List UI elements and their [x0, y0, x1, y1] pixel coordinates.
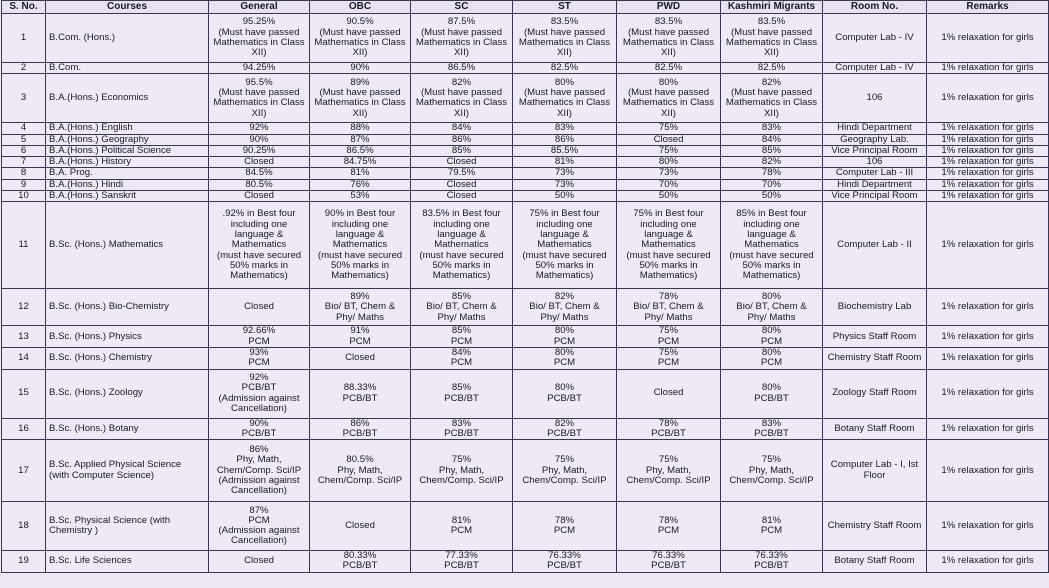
cutoff-st: 80% (Must have passed Mathematics in Class XII) — [513, 74, 617, 123]
cutoff-general: 95.25% (Must have passed Mathematics in Class XII) — [209, 14, 310, 63]
cutoff-pwd: 80% (Must have passed Mathematics in Class XII) — [617, 74, 721, 123]
cutoff-st: 75% Phy, Math, Chem/Comp. Sci/IP — [513, 440, 617, 502]
cutoff-sc: 85% PCM — [411, 326, 513, 348]
room-no: Computer Lab - II — [823, 202, 927, 289]
room-no: 106 — [823, 157, 927, 168]
table-row — [2, 551, 1049, 573]
serial-number: 3 — [2, 74, 46, 123]
cutoff-st: 73% — [513, 179, 617, 190]
cutoff-pwd: 75% in Best four including one language & Mathematics (must have secured 50% marks in Mathematics) — [617, 202, 721, 289]
course-name: B.A.(Hons.) Geography — [46, 134, 209, 145]
course-name: B.Sc. (Hons.) Mathematics — [46, 202, 209, 289]
cutoff-st: 82% PCB/BT — [513, 418, 617, 440]
table-row — [2, 326, 1049, 348]
cutoff-obc: 80.33% PCB/BT — [310, 551, 411, 573]
remarks: 1% relaxation for girls — [927, 14, 1049, 63]
cutoff-sc: 81% PCM — [411, 502, 513, 551]
table-row — [2, 369, 1049, 418]
cutoff-pwd: 75% PCM — [617, 326, 721, 348]
cutoff-obc: 81% — [310, 168, 411, 179]
remarks: 1% relaxation for girls — [927, 134, 1049, 145]
cutoff-sc: 84% PCM — [411, 347, 513, 369]
course-name: B.Sc. Physical Science (with Chemistry ) — [46, 502, 209, 551]
cutoff-general: Closed — [209, 551, 310, 573]
cutoff-general: 92% — [209, 123, 310, 134]
course-name: B.Sc. (Hons.) Zoology — [46, 369, 209, 418]
remarks: 1% relaxation for girls — [927, 418, 1049, 440]
course-name: B.A.(Hons.) Sanskrit — [46, 191, 209, 202]
room-no: Chemistry Staff Room — [823, 502, 927, 551]
serial-number: 12 — [2, 289, 46, 326]
cutoff-st: 73% — [513, 168, 617, 179]
cutoff-general: 90% — [209, 134, 310, 145]
remarks: 1% relaxation for girls — [927, 179, 1049, 190]
room-no: Botany Staff Room — [823, 418, 927, 440]
room-no: Hindi Department — [823, 123, 927, 134]
header-obc: OBC — [310, 1, 411, 14]
table-row — [2, 202, 1049, 289]
serial-number: 13 — [2, 326, 46, 348]
remarks: 1% relaxation for girls — [927, 74, 1049, 123]
remarks: 1% relaxation for girls — [927, 440, 1049, 502]
header-pwd: PWD — [617, 1, 721, 14]
room-no: Biochemistry Lab — [823, 289, 927, 326]
course-name: B.Sc. (Hons.) Bio-Chemistry — [46, 289, 209, 326]
remarks: 1% relaxation for girls — [927, 326, 1049, 348]
cutoff-obc: 80.5% Phy, Math, Chem/Comp. Sci/IP — [310, 440, 411, 502]
cutoff-sc: 82% (Must have passed Mathematics in Class XII) — [411, 74, 513, 123]
course-name: B.Com. — [46, 63, 209, 74]
cutoff-obc: 90% in Best four including one language & Mathematics (must have secured 50% marks in Mathematics) — [310, 202, 411, 289]
cutoff-general: 90% PCB/BT — [209, 418, 310, 440]
cutoff-pwd: 70% — [617, 179, 721, 190]
table-row — [2, 145, 1049, 156]
remarks: 1% relaxation for girls — [927, 551, 1049, 573]
cutoff-general: 92% PCB/BT (Admission against Cancellation) — [209, 369, 310, 418]
cutoff-general: 86% Phy, Math, Chem/Comp. Sci/IP (Admission against Cancellation) — [209, 440, 310, 502]
cutoff-kashmiri-migrants: 70% — [721, 179, 823, 190]
cutoff-sc: 75% Phy, Math, Chem/Comp. Sci/IP — [411, 440, 513, 502]
cutoff-kashmiri-migrants: 80% PCM — [721, 326, 823, 348]
cutoff-obc: 88% — [310, 123, 411, 134]
cutoff-kashmiri-migrants: 83.5% (Must have passed Mathematics in Class XII) — [721, 14, 823, 63]
table-row — [2, 418, 1049, 440]
course-name: B.Sc. (Hons.) Botany — [46, 418, 209, 440]
cutoff-pwd: 78% PCM — [617, 502, 721, 551]
room-no: Vice Principal Room — [823, 191, 927, 202]
cutoff-kashmiri-migrants: 85% in Best four including one language & Mathematics (must have secured 50% marks in Mathematics) — [721, 202, 823, 289]
course-name: B.A.(Hons.) History — [46, 157, 209, 168]
header-general: General — [209, 1, 310, 14]
cutoff-general: Closed — [209, 289, 310, 326]
course-name: B.A.(Hons.) Economics — [46, 74, 209, 123]
course-name: B.A.(Hons.) Hindi — [46, 179, 209, 190]
table-row — [2, 347, 1049, 369]
cutoff-st: 86% — [513, 134, 617, 145]
remarks: 1% relaxation for girls — [927, 191, 1049, 202]
cutoff-sc: 83% PCB/BT — [411, 418, 513, 440]
header-courses: Courses — [46, 1, 209, 14]
room-no: Computer Lab - IV — [823, 63, 927, 74]
cutoff-general: Closed — [209, 157, 310, 168]
cutoff-obc: 88.33% PCB/BT — [310, 369, 411, 418]
cutoff-general: 80.5% — [209, 179, 310, 190]
cutoff-kashmiri-migrants: 80% PCM — [721, 347, 823, 369]
room-no: Computer Lab - I, Ist Floor — [823, 440, 927, 502]
room-no: Botany Staff Room — [823, 551, 927, 573]
cutoff-st: 80% PCM — [513, 347, 617, 369]
cutoff-sc: Closed — [411, 179, 513, 190]
course-name: B.A. Prog. — [46, 168, 209, 179]
cutoff-obc: 90.5% (Must have passed Mathematics in Class XII) — [310, 14, 411, 63]
cutoff-kashmiri-migrants: 76.33% PCB/BT — [721, 551, 823, 573]
table-row — [2, 63, 1049, 74]
room-no: 106 — [823, 74, 927, 123]
cutoff-kashmiri-migrants: 82% — [721, 157, 823, 168]
cutoff-pwd: 80% — [617, 157, 721, 168]
cutoff-pwd: Closed — [617, 134, 721, 145]
cutoff-general: 93% PCM — [209, 347, 310, 369]
cutoff-general: Closed — [209, 191, 310, 202]
serial-number: 18 — [2, 502, 46, 551]
cutoff-kashmiri-migrants: 83% — [721, 123, 823, 134]
remarks: 1% relaxation for girls — [927, 168, 1049, 179]
remarks: 1% relaxation for girls — [927, 145, 1049, 156]
cutoff-pwd: 75% — [617, 123, 721, 134]
serial-number: 17 — [2, 440, 46, 502]
course-name: B.Sc. (Hons.) Chemistry — [46, 347, 209, 369]
cutoff-obc: Closed — [310, 347, 411, 369]
cutoff-sc: Closed — [411, 191, 513, 202]
cutoff-st: 80% PCM — [513, 326, 617, 348]
table-row — [2, 289, 1049, 326]
table-row — [2, 168, 1049, 179]
room-no: Vice Principal Room — [823, 145, 927, 156]
course-name: B.Com. (Hons.) — [46, 14, 209, 63]
cutoff-st: 75% in Best four including one language & Mathematics (must have secured 50% marks in Mathematics) — [513, 202, 617, 289]
header-sno: S. No. — [2, 1, 46, 14]
table-row — [2, 14, 1049, 63]
cutoff-kashmiri-migrants: 81% PCM — [721, 502, 823, 551]
cutoff-sc: Closed — [411, 157, 513, 168]
remarks: 1% relaxation for girls — [927, 347, 1049, 369]
course-name: B.Sc. Applied Physical Science (with Computer Science) — [46, 440, 209, 502]
cutoff-pwd: 82.5% — [617, 63, 721, 74]
cutoff-kashmiri-migrants: 80% Bio/ BT, Chem & Phy/ Maths — [721, 289, 823, 326]
cutoff-st: 78% PCM — [513, 502, 617, 551]
cutoff-kashmiri-migrants: 78% — [721, 168, 823, 179]
cutoff-obc: 76% — [310, 179, 411, 190]
serial-number: 7 — [2, 157, 46, 168]
header-sc: SC — [411, 1, 513, 14]
cutoff-st: 85.5% — [513, 145, 617, 156]
cutoff-st: 83.5% (Must have passed Mathematics in Class XII) — [513, 14, 617, 63]
header-st: ST — [513, 1, 617, 14]
serial-number: 15 — [2, 369, 46, 418]
cutoff-general: .92% in Best four including one language & Mathematics (must have secured 50% marks in Mathematics) — [209, 202, 310, 289]
room-no: Computer Lab - III — [823, 168, 927, 179]
header-kashmiri-migrants: Kashmiri Migrants — [721, 1, 823, 14]
room-no: Computer Lab - IV — [823, 14, 927, 63]
course-name: B.Sc. (Hons.) Physics — [46, 326, 209, 348]
cutoff-sc: 85% — [411, 145, 513, 156]
cutoff-obc: 91% PCM — [310, 326, 411, 348]
remarks: 1% relaxation for girls — [927, 289, 1049, 326]
cutoff-general: 90.25% — [209, 145, 310, 156]
remarks: 1% relaxation for girls — [927, 369, 1049, 418]
table-row — [2, 123, 1049, 134]
table-row — [2, 440, 1049, 502]
remarks: 1% relaxation for girls — [927, 202, 1049, 289]
cutoff-general: 92.66% PCM — [209, 326, 310, 348]
room-no: Geography Lab. — [823, 134, 927, 145]
cutoff-kashmiri-migrants: 84% — [721, 134, 823, 145]
cutoff-st: 82% Bio/ BT, Chem & Phy/ Maths — [513, 289, 617, 326]
header-row — [2, 1, 1049, 14]
cutoff-st: 50% — [513, 191, 617, 202]
cutoff-table — [1, 0, 1049, 573]
cutoff-obc: 87% — [310, 134, 411, 145]
cutoff-general: 95.5% (Must have passed Mathematics in Class XII) — [209, 74, 310, 123]
cutoff-sc: 85% Bio/ BT, Chem & Phy/ Maths — [411, 289, 513, 326]
cutoff-obc: 86.5% — [310, 145, 411, 156]
cutoff-pwd: 50% — [617, 191, 721, 202]
serial-number: 9 — [2, 179, 46, 190]
cutoff-pwd: 75% PCM — [617, 347, 721, 369]
cutoff-sc: 86% — [411, 134, 513, 145]
serial-number: 1 — [2, 14, 46, 63]
room-no: Chemistry Staff Room — [823, 347, 927, 369]
header-remarks: Remarks — [927, 1, 1049, 14]
serial-number: 2 — [2, 63, 46, 74]
cutoff-obc: Closed — [310, 502, 411, 551]
serial-number: 11 — [2, 202, 46, 289]
cutoff-st: 83% — [513, 123, 617, 134]
remarks: 1% relaxation for girls — [927, 502, 1049, 551]
cutoff-general: 87% PCM (Admission against Cancellation) — [209, 502, 310, 551]
table-row — [2, 134, 1049, 145]
serial-number: 6 — [2, 145, 46, 156]
course-name: B.Sc. Life Sciences — [46, 551, 209, 573]
cutoff-kashmiri-migrants: 50% — [721, 191, 823, 202]
serial-number: 8 — [2, 168, 46, 179]
cutoff-kashmiri-migrants: 82% (Must have passed Mathematics in Class XII) — [721, 74, 823, 123]
room-no: Zoology Staff Room — [823, 369, 927, 418]
cutoff-pwd: Closed — [617, 369, 721, 418]
table-row — [2, 502, 1049, 551]
cutoff-general: 84.5% — [209, 168, 310, 179]
cutoff-pwd: 78% PCB/BT — [617, 418, 721, 440]
cutoff-obc: 53% — [310, 191, 411, 202]
cutoff-sc: 87.5% (Must have passed Mathematics in Class XII) — [411, 14, 513, 63]
serial-number: 4 — [2, 123, 46, 134]
table-row — [2, 179, 1049, 190]
cutoff-pwd: 76.33% PCB/BT — [617, 551, 721, 573]
course-name: B.A.(Hons.) English — [46, 123, 209, 134]
remarks: 1% relaxation for girls — [927, 157, 1049, 168]
cutoff-sc: 85% PCB/BT — [411, 369, 513, 418]
cutoff-kashmiri-migrants: 82.5% — [721, 63, 823, 74]
cutoff-sc: 79.5% — [411, 168, 513, 179]
cutoff-pwd: 78% Bio/ BT, Chem & Phy/ Maths — [617, 289, 721, 326]
cutoff-kashmiri-migrants: 85% — [721, 145, 823, 156]
cutoff-pwd: 75% — [617, 145, 721, 156]
cutoff-st: 81% — [513, 157, 617, 168]
cutoff-kashmiri-migrants: 80% PCB/BT — [721, 369, 823, 418]
room-no: Physics Staff Room — [823, 326, 927, 348]
header-room-no: Room No. — [823, 1, 927, 14]
serial-number: 10 — [2, 191, 46, 202]
cutoff-kashmiri-migrants: 75% Phy, Math, Chem/Comp. Sci/IP — [721, 440, 823, 502]
cutoff-kashmiri-migrants: 83% PCB/BT — [721, 418, 823, 440]
cutoff-st: 76.33% PCB/BT — [513, 551, 617, 573]
cutoff-sc: 77.33% PCB/BT — [411, 551, 513, 573]
cutoff-pwd: 75% Phy, Math, Chem/Comp. Sci/IP — [617, 440, 721, 502]
cutoff-obc: 90% — [310, 63, 411, 74]
cutoff-st: 80% PCB/BT — [513, 369, 617, 418]
room-no: Hindi Department — [823, 179, 927, 190]
table-row — [2, 157, 1049, 168]
serial-number: 14 — [2, 347, 46, 369]
cutoff-obc: 89% (Must have passed Mathematics in Class XII) — [310, 74, 411, 123]
remarks: 1% relaxation for girls — [927, 123, 1049, 134]
cutoff-obc: 84.75% — [310, 157, 411, 168]
serial-number: 5 — [2, 134, 46, 145]
table-row — [2, 191, 1049, 202]
cutoff-obc: 86% PCB/BT — [310, 418, 411, 440]
course-name: B.A.(Hons.) Political Science — [46, 145, 209, 156]
remarks: 1% relaxation for girls — [927, 63, 1049, 74]
cutoff-pwd: 83.5% (Must have passed Mathematics in Class XII) — [617, 14, 721, 63]
cutoff-sc: 86.5% — [411, 63, 513, 74]
cutoff-st: 82.5% — [513, 63, 617, 74]
cutoff-sc: 83.5% in Best four including one language & Mathematics (must have secured 50% marks in Mathematics) — [411, 202, 513, 289]
table-row — [2, 74, 1049, 123]
cutoff-obc: 89% Bio/ BT, Chem & Phy/ Maths — [310, 289, 411, 326]
cutoff-pwd: 73% — [617, 168, 721, 179]
cutoff-general: 94.25% — [209, 63, 310, 74]
serial-number: 16 — [2, 418, 46, 440]
serial-number: 19 — [2, 551, 46, 573]
cutoff-sc: 84% — [411, 123, 513, 134]
